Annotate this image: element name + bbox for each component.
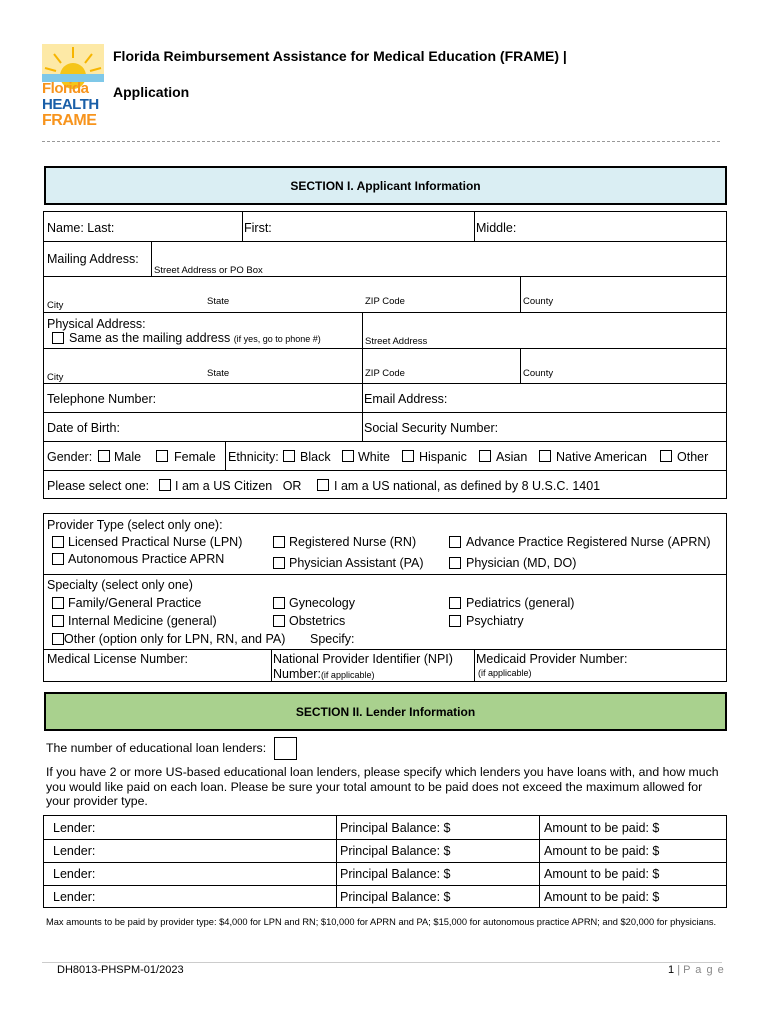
hispanic-checkbox[interactable] bbox=[402, 450, 414, 462]
obstetrics-checkbox[interactable] bbox=[273, 615, 285, 627]
native-american-checkbox[interactable] bbox=[539, 450, 551, 462]
logo-text-health: HEALTH bbox=[42, 96, 99, 113]
physical-county-label: County bbox=[523, 368, 554, 379]
male-checkbox[interactable] bbox=[98, 450, 110, 462]
dob-label: Date of Birth: bbox=[47, 421, 120, 435]
principal-4-label: Principal Balance: $ bbox=[340, 890, 451, 904]
lender-1-label: Lender: bbox=[53, 821, 96, 835]
physical-street-label: Street Address bbox=[365, 336, 428, 347]
name-first-label: First: bbox=[244, 221, 272, 235]
ssn-label: Social Security Number: bbox=[364, 421, 499, 435]
pediatrics-label: Pediatrics (general) bbox=[466, 596, 575, 610]
street-po-label: Street Address or PO Box bbox=[154, 265, 263, 276]
lender-4-label: Lender: bbox=[53, 890, 96, 904]
lpn-checkbox[interactable] bbox=[52, 536, 64, 548]
section-2-header: SECTION II. Lender Information bbox=[44, 692, 727, 731]
black-label: Black bbox=[300, 450, 331, 464]
medicaid-if-applicable: (if applicable) bbox=[478, 668, 532, 678]
auto-aprn-label: Autonomous Practice APRN bbox=[68, 552, 225, 566]
mailing-address-label: Mailing Address: bbox=[47, 252, 139, 266]
page-number: 1 | P a g e bbox=[668, 964, 725, 976]
principal-3-label: Principal Balance: $ bbox=[340, 867, 451, 881]
aprn-label: Advance Practice Registered Nurse (APRN) bbox=[466, 535, 711, 549]
obstetrics-label: Obstetrics bbox=[289, 614, 346, 628]
psychiatry-checkbox[interactable] bbox=[449, 615, 461, 627]
black-checkbox[interactable] bbox=[283, 450, 295, 462]
white-label: White bbox=[358, 450, 390, 464]
gender-label: Gender: bbox=[47, 450, 93, 464]
auto-aprn-checkbox[interactable] bbox=[52, 553, 64, 565]
male-label: Male bbox=[114, 450, 142, 464]
amount-3-label: Amount to be paid: $ bbox=[544, 867, 660, 881]
pediatrics-checkbox[interactable] bbox=[449, 597, 461, 609]
other-ethnicity-checkbox[interactable] bbox=[660, 450, 672, 462]
footer-divider bbox=[42, 962, 722, 963]
npi-label-line2: Number:(if applicable) bbox=[273, 667, 375, 681]
native-american-label: Native American bbox=[556, 450, 648, 464]
mailing-zip-label: ZIP Code bbox=[365, 296, 405, 307]
form-id: DH8013-PHSPM-01/2023 bbox=[57, 964, 184, 976]
name-middle-label: Middle: bbox=[476, 221, 517, 235]
mailing-state-label: State bbox=[207, 296, 230, 307]
same-as-mailing-label: Same as the mailing address (if yes, go to phone #) bbox=[69, 331, 321, 345]
telephone-label: Telephone Number: bbox=[47, 392, 157, 406]
amount-4-label: Amount to be paid: $ bbox=[544, 890, 660, 904]
section-1-header: SECTION I. Applicant Information bbox=[44, 166, 727, 205]
applicant-info-grid bbox=[43, 211, 727, 499]
other-specialty-label: Other (option only for LPN, RN, and PA) bbox=[64, 632, 286, 646]
other-specialty-checkbox[interactable] bbox=[52, 633, 64, 645]
pa-label: Physician Assistant (PA) bbox=[289, 556, 424, 570]
lender-table bbox=[43, 815, 727, 908]
asian-checkbox[interactable] bbox=[479, 450, 491, 462]
provider-type-label: Provider Type (select only one): bbox=[47, 518, 223, 532]
specialty-label: Specialty (select only one) bbox=[47, 578, 193, 592]
physical-city-label: City bbox=[47, 372, 64, 383]
medicaid-label: Medicaid Provider Number: bbox=[476, 652, 628, 666]
gynecology-label: Gynecology bbox=[289, 596, 356, 610]
email-label: Email Address: bbox=[364, 392, 448, 406]
asian-label: Asian bbox=[496, 450, 528, 464]
rn-label: Registered Nurse (RN) bbox=[289, 535, 417, 549]
please-select-label: Please select one: bbox=[47, 479, 150, 493]
us-national-label: I am a US national, as defined by 8 U.S.C. 1401 bbox=[334, 479, 601, 493]
specify-label: Specify: bbox=[310, 632, 355, 646]
physician-label: Physician (MD, DO) bbox=[466, 556, 577, 570]
principal-2-label: Principal Balance: $ bbox=[340, 844, 451, 858]
num-lenders-input[interactable] bbox=[274, 737, 297, 760]
internal-medicine-label: Internal Medicine (general) bbox=[68, 614, 217, 628]
header-divider bbox=[42, 141, 720, 142]
same-as-mailing-checkbox[interactable] bbox=[52, 332, 64, 344]
lender-2-label: Lender: bbox=[53, 844, 96, 858]
family-practice-label: Family/General Practice bbox=[68, 596, 202, 610]
amount-1-label: Amount to be paid: $ bbox=[544, 821, 660, 835]
pa-checkbox[interactable] bbox=[273, 557, 285, 569]
other-ethnicity-label: Other bbox=[677, 450, 709, 464]
hispanic-label: Hispanic bbox=[419, 450, 467, 464]
max-amounts-note: Max amounts to be paid by provider type: $4,000 for LPN and RN; $10,000 for APRN and PA; $15,000 for autonomous practice APRN; and $20,000 for physicians. bbox=[46, 917, 717, 927]
us-citizen-checkbox[interactable] bbox=[159, 479, 171, 491]
us-citizen-label: I am a US Citizen OR bbox=[175, 479, 302, 493]
lender-3-label: Lender: bbox=[53, 867, 96, 881]
family-practice-checkbox[interactable] bbox=[52, 597, 64, 609]
us-national-checkbox[interactable] bbox=[317, 479, 329, 491]
psychiatry-label: Psychiatry bbox=[466, 614, 524, 628]
name-last-label: Name: Last: bbox=[47, 221, 115, 235]
logo-text-florida: Florida bbox=[42, 80, 89, 97]
florida-health-frame-logo bbox=[42, 44, 104, 130]
principal-1-label: Principal Balance: $ bbox=[340, 821, 451, 835]
gynecology-checkbox[interactable] bbox=[273, 597, 285, 609]
rn-checkbox[interactable] bbox=[273, 536, 285, 548]
internal-medicine-checkbox[interactable] bbox=[52, 615, 64, 627]
ethnicity-label: Ethnicity: bbox=[228, 450, 279, 464]
logo-text-frame: FRAME bbox=[42, 112, 97, 129]
physician-checkbox[interactable] bbox=[449, 557, 461, 569]
physical-state-label: State bbox=[207, 368, 230, 379]
num-lenders-label: The number of educational loan lenders: bbox=[46, 741, 267, 755]
physical-address-label: Physical Address: bbox=[47, 317, 146, 331]
female-checkbox[interactable] bbox=[156, 450, 168, 462]
mailing-county-label: County bbox=[523, 296, 554, 307]
npi-label-line1: National Provider Identifier (NPI) bbox=[273, 652, 453, 666]
license-number-label: Medical License Number: bbox=[47, 652, 189, 666]
page-subtitle: Application bbox=[113, 84, 190, 100]
lender-instructions: If you have 2 or more US-based educational loan lenders, please specify which lenders you have loans with, and how much you would like paid on each loan. Please be sure your total amount to be paid does not exceed the maximum allowed for your provider type. bbox=[46, 765, 719, 808]
lpn-label: Licensed Practical Nurse (LPN) bbox=[68, 535, 243, 549]
mailing-city-label: City bbox=[47, 300, 64, 311]
white-checkbox[interactable] bbox=[342, 450, 354, 462]
aprn-checkbox[interactable] bbox=[449, 536, 461, 548]
amount-2-label: Amount to be paid: $ bbox=[544, 844, 660, 858]
page-title: Florida Reimbursement Assistance for Medical Education (FRAME) | bbox=[113, 48, 567, 64]
provider-info-grid bbox=[43, 513, 727, 682]
female-label: Female bbox=[174, 450, 216, 464]
physical-zip-label: ZIP Code bbox=[365, 368, 405, 379]
